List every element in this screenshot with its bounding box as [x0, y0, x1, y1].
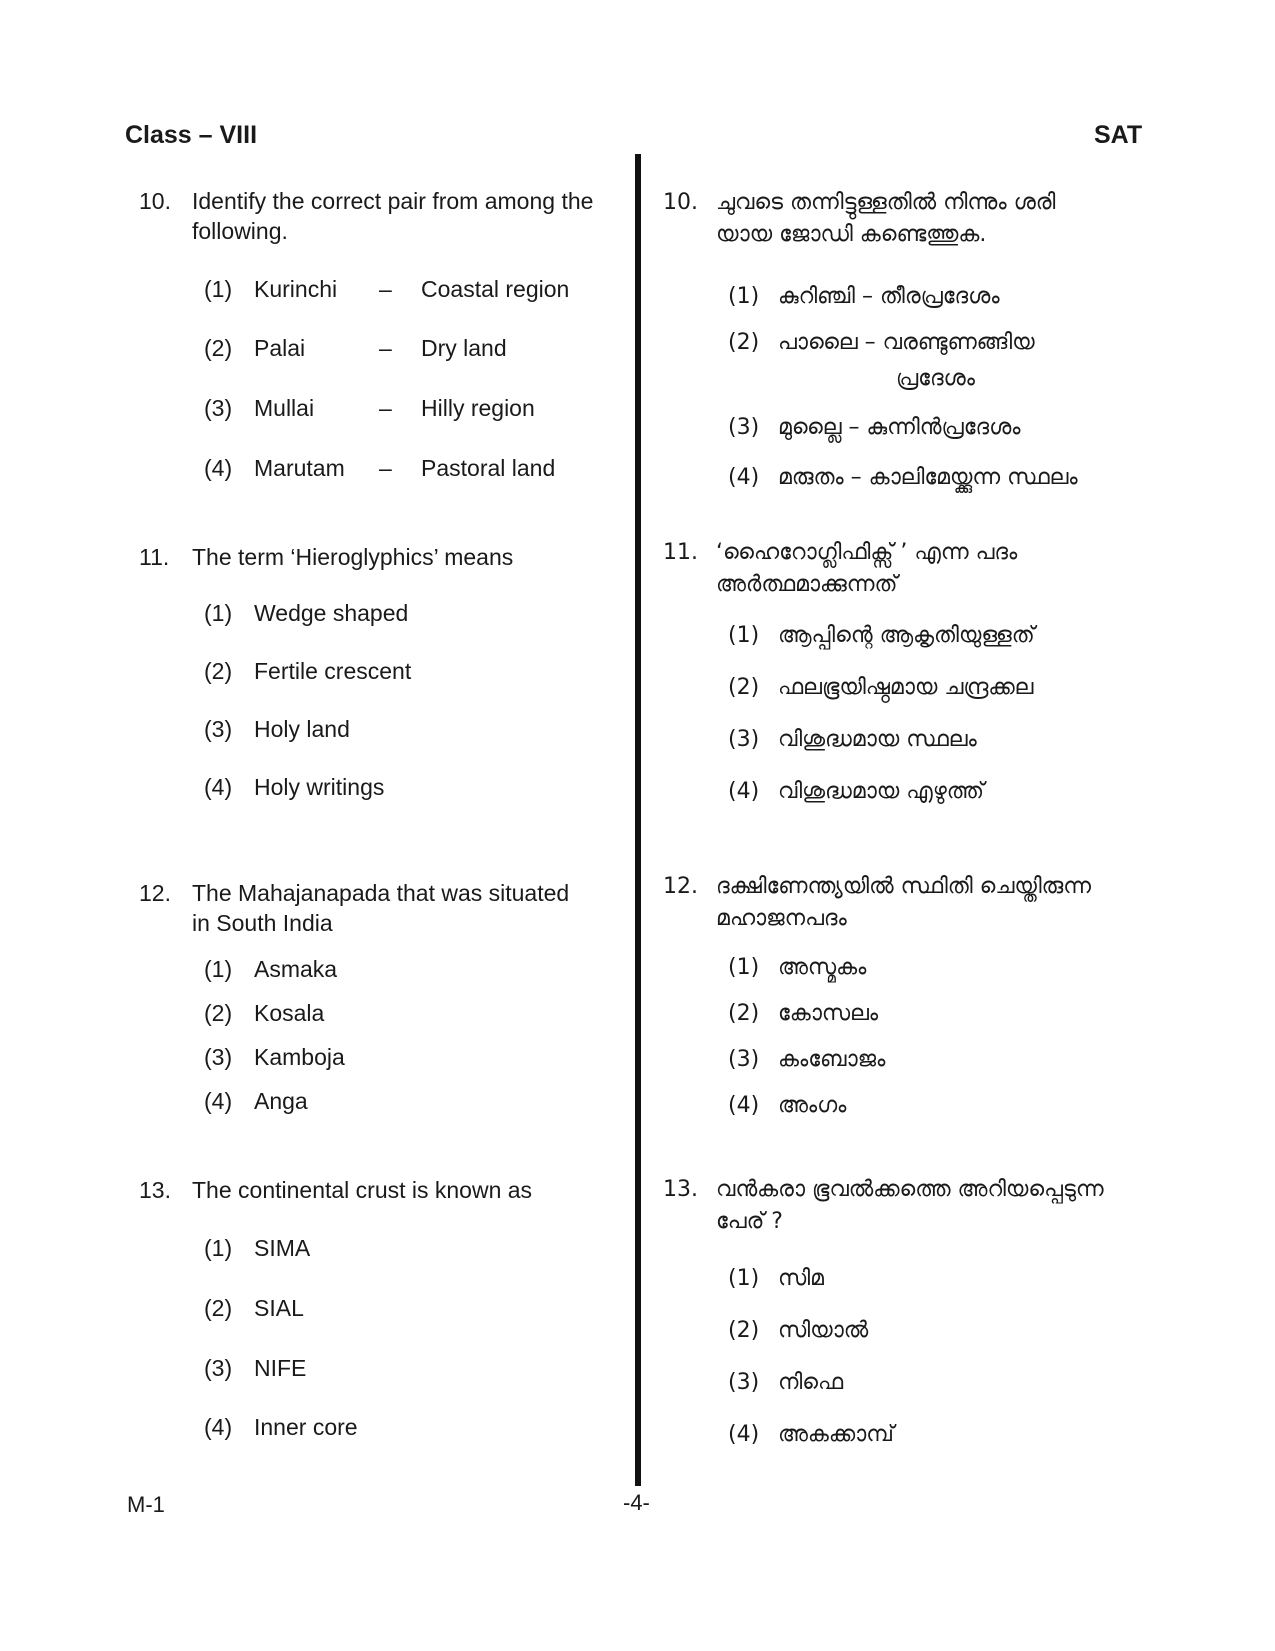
option-number: (3): [204, 1044, 233, 1070]
exam-label: SAT: [1094, 121, 1143, 149]
option-number: (2): [728, 330, 760, 355]
question-text-line-1: ‘ഹൈറോഗ്ലിഫിക്സ് ’ എന്ന പദം: [716, 540, 1018, 565]
option-text: Holy land: [254, 716, 350, 742]
option-number: (4): [204, 455, 233, 481]
option-text: Fertile crescent: [254, 658, 412, 684]
option-text: കംബോജം: [778, 1047, 886, 1072]
option-match: Dry land: [421, 335, 507, 361]
option-text: Inner core: [254, 1414, 358, 1440]
option-number: (4): [204, 774, 233, 800]
option-dash: –: [379, 276, 392, 302]
option-number: (1): [204, 956, 233, 982]
option-number: (1): [204, 1235, 233, 1261]
column-divider: [635, 154, 641, 1486]
option-number: (4): [728, 465, 760, 490]
option-text: അസ്മകം: [778, 955, 867, 980]
option-text: Holy writings: [254, 774, 385, 800]
question-text-line-2: പേര് ?: [716, 1209, 783, 1234]
class-label: Class – VIII: [125, 121, 258, 149]
option-number: (2): [728, 1318, 760, 1343]
option-term: Kurinchi: [254, 276, 338, 302]
option-match: Hilly region: [421, 395, 535, 421]
option-number: (2): [204, 1295, 233, 1321]
option-text: SIMA: [254, 1235, 311, 1261]
option-text: നിഫെ: [778, 1370, 844, 1395]
option-number: (1): [728, 955, 760, 980]
question-number: 11.: [139, 544, 170, 570]
option-dash: –: [379, 455, 392, 481]
question-text-line-1: Identify the correct pair from among the: [192, 188, 594, 214]
option-number: (2): [728, 675, 760, 700]
option-text: Kamboja: [254, 1044, 345, 1070]
option-text: സിമ: [778, 1266, 824, 1291]
option-number: (1): [204, 276, 233, 302]
question-text-line-2: മഹാജനപദം: [716, 906, 847, 931]
option-text: ആപ്പിന്റെ ആകൃതിയുള്ളത്: [778, 623, 1035, 648]
option-number: (3): [728, 1370, 760, 1395]
option-term: Palai: [254, 335, 306, 361]
option-text: മരുതം – കാലിമേയ്ക്കുന്ന സ്ഥലം: [778, 465, 1078, 490]
option-text: മുല്ലൈ – കുന്നിൻപ്രദേശം: [778, 415, 1021, 440]
option-text: NIFE: [254, 1355, 307, 1381]
option-text: Kosala: [254, 1000, 325, 1026]
option-number: (1): [728, 623, 760, 648]
option-text: കുറിഞ്ചി – തീരപ്രദേശം: [778, 284, 1000, 309]
option-number: (1): [204, 600, 233, 626]
question-number: 13.: [663, 1177, 698, 1202]
option-text: കോസലം: [778, 1001, 879, 1026]
option-match: Pastoral land: [421, 455, 556, 481]
question-text-line-2: following.: [192, 218, 288, 244]
option-dash: –: [379, 335, 392, 361]
option-text: Asmaka: [254, 956, 338, 982]
option-number: (3): [728, 1047, 760, 1072]
option-text-continued: പ്രദേശം: [896, 366, 975, 391]
option-text: Anga: [254, 1088, 308, 1114]
question-text-line-2: അർത്ഥമാക്കുന്നത്: [716, 572, 898, 597]
question-text-line-1: ദക്ഷിണേന്ത്യയിൽ സ്ഥിതി ചെയ്തിരുന്ന: [716, 874, 1092, 899]
question-number: 10.: [139, 188, 171, 214]
option-number: (3): [204, 1355, 233, 1381]
question-text-line-1: The term ‘Hieroglyphics’ means: [192, 544, 514, 570]
option-number: (2): [204, 658, 233, 684]
option-text: SIAL: [254, 1295, 304, 1321]
option-number: (3): [204, 395, 233, 421]
option-number: (4): [728, 779, 760, 804]
option-number: (2): [204, 1000, 233, 1026]
option-text: അംഗം: [778, 1093, 847, 1118]
option-dash: –: [379, 395, 392, 421]
option-text: അകക്കാമ്പ്: [778, 1422, 894, 1447]
question-number: 11.: [663, 540, 698, 565]
question-number: 12.: [139, 880, 171, 906]
option-number: (4): [728, 1422, 760, 1447]
option-number: (2): [728, 1001, 760, 1026]
question-number: 13.: [139, 1177, 171, 1203]
option-number: (4): [204, 1414, 233, 1440]
question-text-line-1: വൻകരാ ഭൂവൽക്കത്തെ അറിയപ്പെടുന്ന: [716, 1177, 1104, 1202]
option-number: (4): [204, 1088, 233, 1114]
option-number: (3): [728, 727, 760, 752]
option-match: Coastal region: [421, 276, 570, 302]
option-text: വിശുദ്ധമായ സ്ഥലം: [778, 727, 977, 752]
option-text: വിശുദ്ധമായ എഴുത്ത്: [778, 779, 985, 804]
option-number: (4): [728, 1093, 760, 1118]
option-term: Mullai: [254, 395, 315, 421]
option-number: (1): [728, 1266, 760, 1291]
option-number: (3): [204, 716, 233, 742]
question-text-line-1: The Mahajanapada that was situated: [192, 880, 570, 906]
question-number: 12.: [663, 874, 698, 899]
option-text: സിയാൽ: [778, 1318, 869, 1343]
question-text-line-1: ചുവടെ തന്നിട്ടുള്ളതിൽ നിന്നും ശരി: [716, 190, 1056, 215]
option-number: (2): [204, 335, 233, 361]
question-text-line-2: യായ ജോഡി കണ്ടെത്തുക.: [716, 222, 987, 247]
page-number: -4-: [623, 1490, 650, 1515]
option-text: പാലൈ – വരണ്ടുണങ്ങിയ: [778, 330, 1035, 355]
option-text: ഫലഭൂയിഷ്ഠമായ ചന്ദ്രക്കല: [778, 675, 1034, 700]
option-text: Wedge shaped: [254, 600, 409, 626]
booklet-code: M-1: [127, 1492, 165, 1517]
question-text-line-1: The continental crust is known as: [192, 1177, 533, 1203]
option-number: (3): [728, 415, 760, 440]
option-number: (1): [728, 284, 760, 309]
question-text-line-2: in South India: [192, 910, 333, 936]
option-term: Marutam: [254, 455, 345, 481]
question-number: 10.: [663, 190, 698, 215]
